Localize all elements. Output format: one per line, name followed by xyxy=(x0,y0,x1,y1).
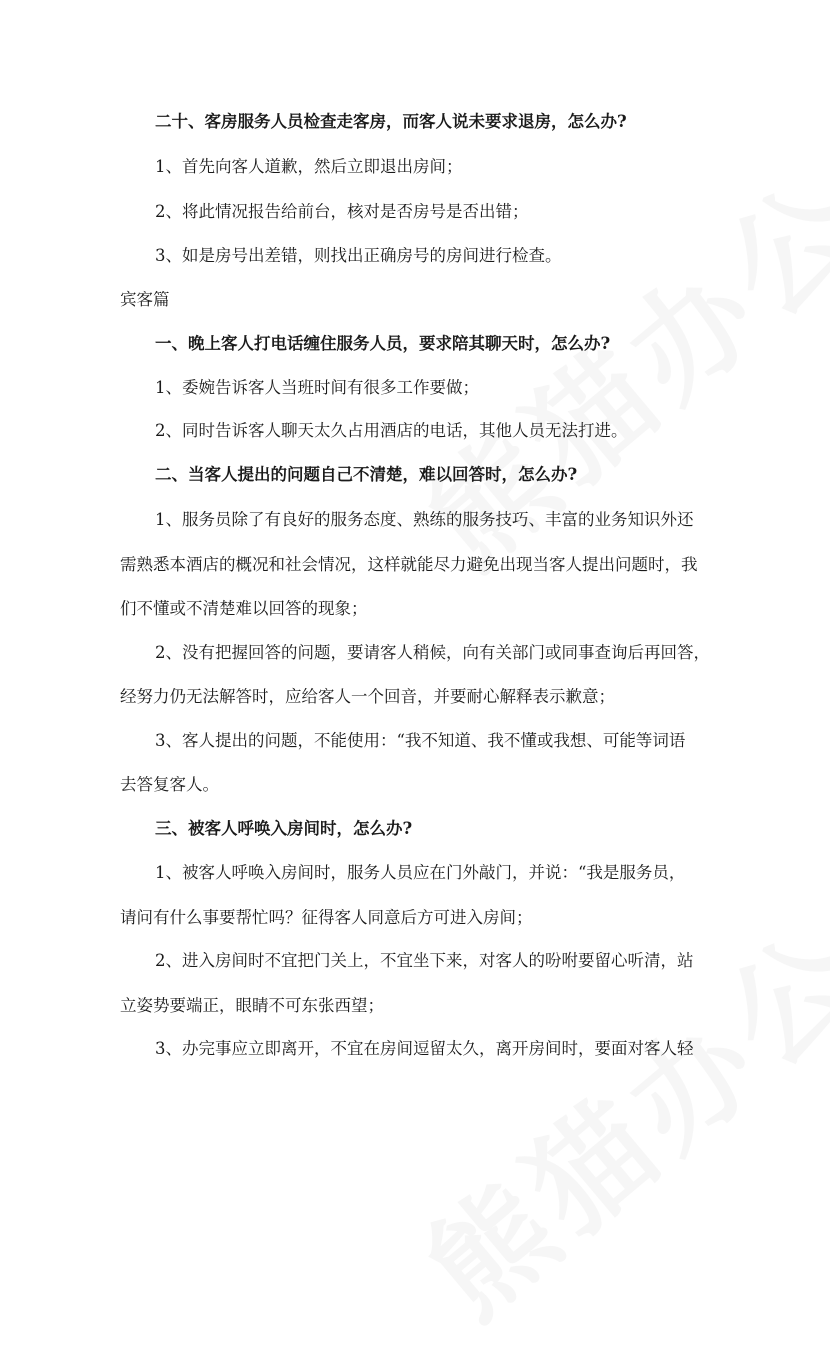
paragraph-line: 立姿势要端正，眼睛不可东张西望； xyxy=(120,996,384,1015)
section-heading: 二、当客人提出的问题自己不清楚，难以回答时，怎么办? xyxy=(155,465,578,484)
paragraph-line: 1、被客人呼唤入房间时，服务人员应在门外敲门，并说：“我是服务员， xyxy=(155,863,686,882)
paragraph-line: 2、同时告诉客人聊天太久占用酒店的电话，其他人员无法打进。 xyxy=(155,421,628,440)
paragraph-line: 经努力仍无法解答时，应给客人一个回音，并要耐心解释表示歉意； xyxy=(120,687,615,706)
paragraph-line: 1、首先向客人道歉，然后立即退出房间； xyxy=(155,157,463,176)
paragraph-line: 去答复客人。 xyxy=(120,775,219,794)
paragraph-line: 2、进入房间时不宜把门关上，不宜坐下来，对客人的吩咐要留心听清，站 xyxy=(155,951,694,970)
paragraph-line: 2、将此情况报告给前台，核对是否房号是否出错； xyxy=(155,202,529,221)
paragraph-line: 请问有什么事要帮忙吗？征得客人同意后方可进入房间； xyxy=(120,908,533,927)
paragraph-line: 们不懂或不清楚难以回答的现象； xyxy=(120,599,368,618)
paragraph-line: 1、委婉告诉客人当班时间有很多工作要做； xyxy=(155,378,479,397)
section-heading: 三、被客人呼唤入房间时，怎么办? xyxy=(155,819,413,838)
paragraph-line: 3、如是房号出差错，则找出正确房号的房间进行检查。 xyxy=(155,246,562,265)
section-heading: 二十、客房服务人员检查走客房，而客人说未要求退房，怎么办? xyxy=(155,112,627,131)
paragraph-line: 3、客人提出的问题，不能使用：“我不知道、我不懂或我想、可能等词语 xyxy=(155,731,686,750)
paragraph-line: 3、办完事应立即离开，不宜在房间逗留太久，离开房间时，要面对客人轻 xyxy=(155,1039,694,1058)
paragraph-line: 1、服务员除了有良好的服务态度、熟练的服务技巧、丰富的业务知识外还 xyxy=(155,510,694,529)
chapter-title: 宾客篇 xyxy=(120,290,170,309)
paragraph-line: 需熟悉本酒店的概况和社会情况，这样就能尽力避免出现当客人提出问题时，我 xyxy=(120,555,698,574)
section-heading: 一、晚上客人打电话缠住服务人员，要求陪其聊天时，怎么办? xyxy=(155,334,611,353)
paragraph-line: 2、没有把握回答的问题，要请客人稍候，向有关部门或同事查询后再回答， xyxy=(155,643,710,662)
